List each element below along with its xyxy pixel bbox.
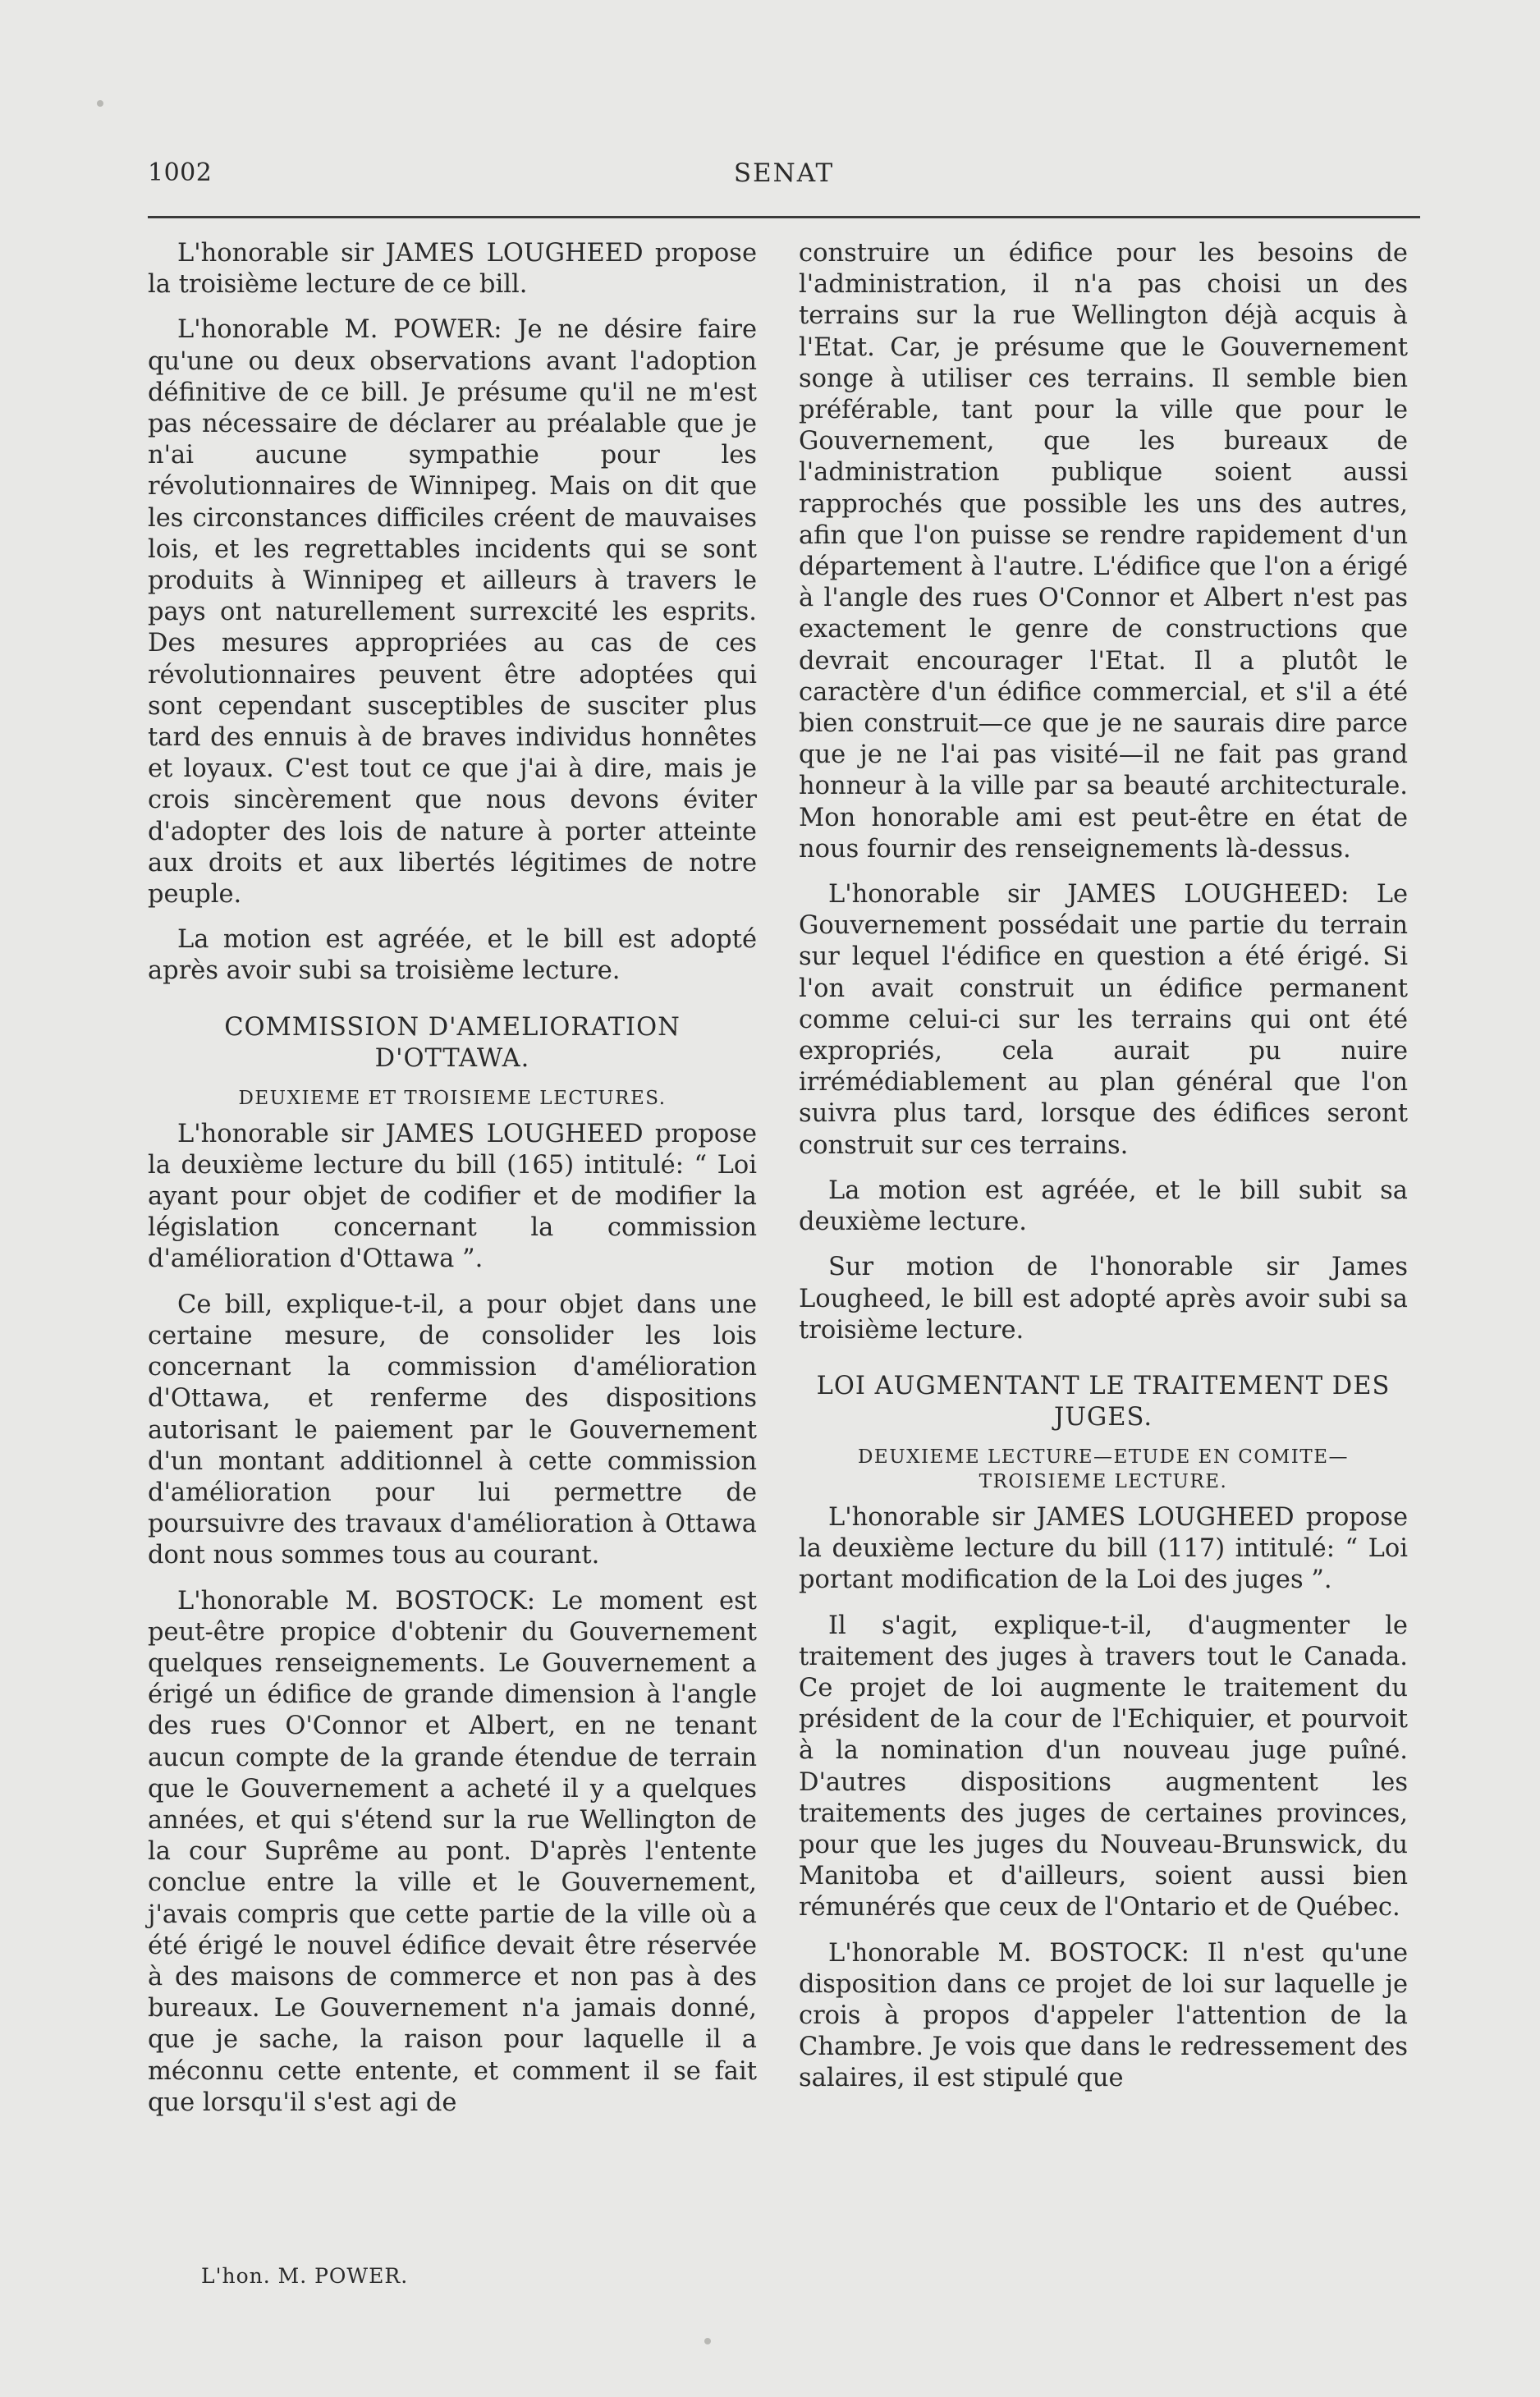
page-footnote: L'hon. M. POWER. — [201, 2264, 409, 2288]
scan-speck — [704, 2338, 711, 2344]
section-subheading: DEUXIEME ET TROISIEME LECTURES. — [238, 1087, 667, 1109]
page-header — [148, 158, 1420, 191]
right-column — [799, 238, 1408, 2109]
paragraph: Sur motion de l'honorable sir James Lougheed, le bill est adopté après avoir subi sa troisième lecture. — [799, 1253, 1408, 1345]
section-heading: LOI AUGMENTANT LE TRAITEMENT DES JUGES. — [816, 1371, 1391, 1432]
paragraph: Ce bill, explique-t-il, a pour objet dans une certaine mesure, de consolider les lois concernant la commission d'amélioration d'Ottawa, et renferme des dispositions autorisant le paiement par le Gouvernement d'un montant additionnel à cette commission d'amélioration pour lui permettre de poursuivre des travaux d'amélioration à Ottawa dont nous sommes tous au courant. — [148, 1290, 757, 1570]
paragraph: L'honorable sir JAMES LOUGHEED: Le Gouvernement possédait une partie du terrain sur lequel l'édifice en question a été érigé. Si l'on avait construit un édifice permanent comme celui-ci sur les terrains qui ont été expropriés, cela aurait pu nuire irrémédiablement au plan général que l'on suivra plus tard, lorsque des édifices seront construit sur ces terrains. — [799, 880, 1408, 1160]
paragraph: La motion est agréée, et le bill subit sa deuxième lecture. — [799, 1176, 1408, 1237]
paragraph: construire un édifice pour les besoins de l'administration, il n'a pas choisi un des terrains sur la rue Wellington déjà acquis à l'Etat. Car, je présume que le Gouvernement songe à utiliser ces terrains. Il semble bien préférable, tant pour la ville que pour le Gouvernement, que les bureaux de l'administration publique soient aussi rapprochés que possible les uns des autres, afin que l'on puisse se rendre rapidement d'un département à l'autre. L'édifice que l'on a érigé à l'angle des rues O'Connor et Albert n'est pas exactement le genre de constructions que devrait encourager l'Etat. Il a plutôt le caractère d'un édifice commercial, et s'il a été bien construit—ce que je ne saurais dire parce que je ne l'ai pas visité—il ne fait pas grand honneur à la ville par sa beauté architecturale. Mon honorable ami est peut-être en état de nous fournir des renseignements là-dessus. — [799, 239, 1408, 864]
paragraph: Il s'agit, explique-t-il, d'augmenter le traitement des juges à travers tout le Canada. Ce projet de loi augmente le traitement du président de la cour de l'Echiquier, et pourvoit à la nomination d'un nouveau juge puîné. D'autres dispositions augmentent les traitements des juges de certaines provinces, pour que les juges du Nouveau-Brunswick, du Manitoba et d'ailleurs, soient aussi bien rémunérés que ceux de l'Ontario et de Québec. — [799, 1611, 1408, 1923]
section-subheading: DEUXIEME LECTURE—ETUDE EN COMITE—TROISIEME LECTURE. — [857, 1446, 1349, 1492]
paragraph: L'honorable sir JAMES LOUGHEED propose la troisième lecture de ce bill. — [148, 239, 757, 300]
paragraph: L'honorable sir JAMES LOUGHEED propose la deuxième lecture du bill (165) intitulé: “ Loi ayant pour objet de codifier et de modifier la législation concernant la commission d'amélioration d'Ottawa ”. — [148, 1119, 757, 1274]
page-number: 1002 — [148, 158, 213, 187]
header-rule — [148, 216, 1420, 218]
scan-speck — [97, 100, 103, 107]
running-title: SENAT — [733, 158, 835, 188]
left-column — [148, 238, 757, 2133]
paragraph: L'honorable M. BOSTOCK: Le moment est peut-être propice d'obtenir du Gouvernement quelques renseignements. Le Gouvernement a érigé un édifice de grande dimension à l'angle des rues O'Connor et Albert, en ne tenant aucun compte de la grande étendue de terrain que le Gouvernement a acheté il y a quelques années, et qui s'étend sur la rue Wellington de la cour Suprême au pont. D'après l'entente conclue entre la ville et le Gouvernement, j'avais compris que cette partie de la ville où a été érigé le nouvel édifice devait être réservée à des maisons de commerce et non pas à des bureaux. Le Gouvernement n'a jamais donné, que je sache, la raison pour laquelle il a méconnu cette entente, et comment il se fait que lorsqu'il s'est agi de — [148, 1586, 757, 2117]
paragraph: L'honorable M. POWER: Je ne désire faire qu'une ou deux observations avant l'adoption définitive de ce bill. Je présume qu'il ne m'est pas nécessaire de déclarer au préalable que je n'ai aucune sympathie pour les révolutionnaires de Winnipeg. Mais on dit que les circonstances difficiles créent de mauvaises lois, et les regrettables incidents qui se sont produits à Winnipeg et ailleurs à travers le pays ont naturellement surrexcité les esprits. Des mesures appropriées au cas de ces révolutionnaires peuvent être adoptées qui sont cependant susceptibles de susciter plus tard des ennuis à de braves individus honnêtes et loyaux. C'est tout ce que j'ai à dire, mais je crois sincèrement que nous devons éviter d'adopter des lois de nature à porter atteinte aux droits et aux libertés légitimes de notre peuple. — [148, 315, 757, 910]
paragraph: La motion est agréée, et le bill est adopté après avoir subi sa troisième lecture. — [148, 925, 757, 986]
paragraph: L'honorable sir JAMES LOUGHEED propose la deuxième lecture du bill (117) intitulé: “ Loi portant modification de la Loi des juges ”. — [799, 1502, 1408, 1595]
section-heading: COMMISSION D'AMELIORATION D'OTTAWA. — [224, 1012, 681, 1073]
paragraph: L'honorable M. BOSTOCK: Il n'est qu'une disposition dans ce projet de loi sur laquelle je crois à propos d'appeler l'attention de la Chambre. Je vois que dans le redressement des salaires, il est stipulé que — [799, 1938, 1408, 2093]
